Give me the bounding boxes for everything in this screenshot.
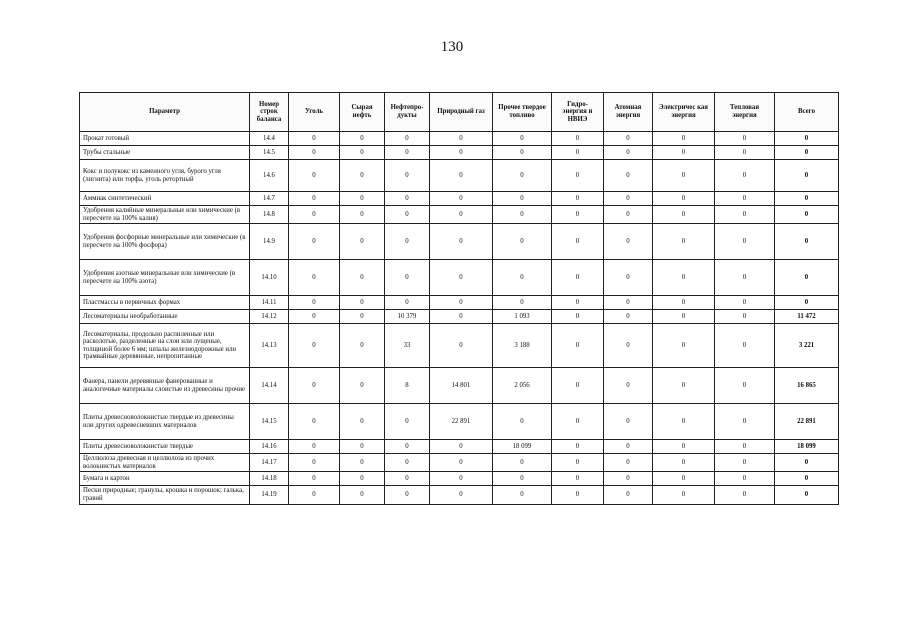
table-cell: 0 (340, 206, 385, 224)
table-cell: 0 (289, 324, 340, 368)
page-number: 130 (440, 39, 464, 55)
column-header: Всего (775, 93, 839, 132)
table-cell: 0 (604, 160, 653, 192)
column-header: Номер строк баланса (250, 93, 289, 132)
row-total: 16 865 (775, 368, 839, 404)
row-total: 0 (775, 206, 839, 224)
table-cell: 0 (340, 472, 385, 486)
table-cell: 0 (385, 206, 430, 224)
column-header: Нефтепро-дукты (385, 93, 430, 132)
table-cell: 0 (653, 404, 715, 440)
row-total: 22 891 (775, 404, 839, 440)
column-header: Атомная энергия (604, 93, 653, 132)
column-header: Уголь (289, 93, 340, 132)
table-cell: 0 (715, 192, 775, 206)
table-row (80, 206, 839, 224)
row-number: 14.18 (250, 472, 289, 486)
table-cell: 0 (430, 486, 493, 504)
row-number: 14.9 (250, 224, 289, 260)
table-cell: 0 (653, 132, 715, 146)
row-number: 14.12 (250, 310, 289, 324)
table-cell: 0 (430, 224, 493, 260)
table-cell: 0 (289, 368, 340, 404)
table-cell: 0 (552, 146, 604, 160)
table-cell: 18 099 (493, 440, 552, 454)
table-cell: 0 (493, 160, 552, 192)
row-parameter: Кокс и полукокс из каменного угля, бурого угля (лигнита) или торфа, уголь ретортный (80, 160, 250, 192)
table-cell: 0 (604, 440, 653, 454)
table-cell: 0 (340, 404, 385, 440)
row-number: 14.4 (250, 132, 289, 146)
table-cell: 0 (604, 224, 653, 260)
table-cell: 0 (289, 224, 340, 260)
table-row (80, 324, 839, 368)
row-parameter: Удобрения азотные минеральные или химические (в пересчете на 100% азота) (80, 260, 250, 296)
table-cell: 0 (289, 132, 340, 146)
table-cell: 0 (715, 296, 775, 310)
table-cell: 0 (430, 132, 493, 146)
table-cell: 14 801 (430, 368, 493, 404)
table-cell: 0 (385, 224, 430, 260)
row-parameter: Плиты древесноволокнистые твердые из древесины или других одревесневших материалов (80, 404, 250, 440)
row-parameter: Пески природные; гранулы, крошка и порошок; галька, гравий (80, 486, 250, 504)
row-total: 0 (775, 160, 839, 192)
table-cell: 0 (604, 454, 653, 472)
column-header: Электричес кая энергия (653, 93, 715, 132)
row-parameter: Удобрения фосфорные минеральные или химические (в пересчете на 100% фосфора) (80, 224, 250, 260)
table-cell: 0 (493, 224, 552, 260)
table-cell: 0 (653, 160, 715, 192)
row-total: 0 (775, 132, 839, 146)
row-number: 14.13 (250, 324, 289, 368)
table-cell: 0 (604, 404, 653, 440)
table-cell: 0 (340, 454, 385, 472)
table-cell: 0 (715, 160, 775, 192)
table-cell: 0 (715, 440, 775, 454)
table-cell: 0 (715, 404, 775, 440)
table-row (80, 260, 839, 296)
table-cell: 0 (385, 440, 430, 454)
table-cell: 0 (289, 454, 340, 472)
table-cell: 0 (493, 486, 552, 504)
table-cell: 0 (715, 260, 775, 296)
table-cell: 0 (552, 472, 604, 486)
column-header: Прочее твердое топливо (493, 93, 552, 132)
table-cell: 0 (604, 310, 653, 324)
table-cell: 0 (430, 454, 493, 472)
table-cell: 0 (653, 368, 715, 404)
table-cell: 0 (653, 472, 715, 486)
table-cell: 0 (289, 260, 340, 296)
table-cell: 0 (430, 206, 493, 224)
table-row (80, 146, 839, 160)
table-cell: 0 (715, 310, 775, 324)
table-cell: 0 (604, 192, 653, 206)
table-row (80, 368, 839, 404)
table-cell: 0 (715, 224, 775, 260)
row-total: 0 (775, 146, 839, 160)
table-cell: 0 (653, 310, 715, 324)
table-cell: 0 (552, 224, 604, 260)
table-row (80, 192, 839, 206)
row-total: 11 472 (775, 310, 839, 324)
table-cell: 0 (430, 324, 493, 368)
table-cell: 2 056 (493, 368, 552, 404)
table-cell: 0 (385, 472, 430, 486)
table-row (80, 310, 839, 324)
row-number: 14.11 (250, 296, 289, 310)
table-cell: 0 (340, 224, 385, 260)
table-cell: 0 (340, 440, 385, 454)
table-cell: 0 (385, 404, 430, 440)
table-cell: 0 (385, 486, 430, 504)
energy-balance-table (79, 92, 839, 505)
row-parameter: Аммиак синтетический (80, 192, 250, 206)
row-number: 14.8 (250, 206, 289, 224)
row-parameter: Целлюлоза древесная и целлюлоза из прочих волокнистых материалов (80, 454, 250, 472)
table-cell: 0 (289, 440, 340, 454)
table-cell: 0 (653, 486, 715, 504)
table-cell: 0 (340, 132, 385, 146)
table-cell: 0 (493, 296, 552, 310)
table-cell: 0 (604, 296, 653, 310)
table-cell: 0 (289, 310, 340, 324)
row-number: 14.16 (250, 440, 289, 454)
column-header: Гидро-энергия и НВИЭ (552, 93, 604, 132)
row-parameter: Прокат готовый (80, 132, 250, 146)
table-cell: 0 (430, 296, 493, 310)
table-cell: 0 (715, 486, 775, 504)
column-header: Параметр (80, 93, 250, 132)
table-row (80, 454, 839, 472)
header-row (80, 93, 839, 132)
table-cell: 0 (340, 324, 385, 368)
table-cell: 0 (289, 404, 340, 440)
table-cell: 0 (493, 206, 552, 224)
table-cell: 0 (385, 260, 430, 296)
row-total: 0 (775, 454, 839, 472)
table-row (80, 224, 839, 260)
table-row (80, 160, 839, 192)
table-cell: 0 (385, 454, 430, 472)
table-cell: 0 (385, 192, 430, 206)
table-cell: 0 (552, 368, 604, 404)
table-cell: 0 (715, 368, 775, 404)
table-cell: 0 (604, 132, 653, 146)
table-cell: 0 (385, 132, 430, 146)
row-parameter: Фанера, панели деревянные фанерованные и аналогичные материалы слоистые из древесины прочие (80, 368, 250, 404)
table-cell: 0 (552, 310, 604, 324)
table-cell: 0 (430, 146, 493, 160)
table-cell: 33 (385, 324, 430, 368)
table-cell: 0 (340, 486, 385, 504)
table-cell: 0 (385, 160, 430, 192)
table-cell: 0 (430, 160, 493, 192)
table-cell: 1 093 (493, 310, 552, 324)
table-row (80, 132, 839, 146)
row-number: 14.6 (250, 160, 289, 192)
row-total: 0 (775, 192, 839, 206)
table-cell: 22 891 (430, 404, 493, 440)
table-cell: 0 (552, 192, 604, 206)
table-cell: 0 (430, 192, 493, 206)
row-parameter: Лесоматериалы, продольно распиленные или расколотые, разделенные на слои или лущеные, толщиной более 6 мм; шпалы железнодорожные или трамвайные деревянные, непропитанные (80, 324, 250, 368)
row-parameter: Плиты древесноволокнистые твердые (80, 440, 250, 454)
table-cell: 0 (715, 324, 775, 368)
table-cell: 0 (289, 296, 340, 310)
table-cell: 0 (604, 472, 653, 486)
table-cell: 0 (493, 146, 552, 160)
table-cell: 0 (604, 146, 653, 160)
table-cell: 0 (604, 206, 653, 224)
table-cell: 0 (653, 192, 715, 206)
table-cell: 8 (385, 368, 430, 404)
table-cell: 0 (430, 310, 493, 324)
row-number: 14.15 (250, 404, 289, 440)
table-cell: 0 (653, 206, 715, 224)
table-cell: 0 (604, 486, 653, 504)
table-cell: 0 (653, 296, 715, 310)
table-cell: 0 (653, 260, 715, 296)
table-cell: 0 (552, 324, 604, 368)
table-cell: 0 (653, 454, 715, 472)
row-number: 14.14 (250, 368, 289, 404)
column-header: Сырая нефть (340, 93, 385, 132)
table-row (80, 486, 839, 504)
row-total: 0 (775, 486, 839, 504)
table-row (80, 440, 839, 454)
table-cell: 0 (552, 296, 604, 310)
table-cell: 0 (289, 160, 340, 192)
table-cell: 0 (430, 260, 493, 296)
table-cell: 0 (715, 454, 775, 472)
row-total: 0 (775, 296, 839, 310)
table-cell: 0 (493, 472, 552, 486)
table-cell: 0 (493, 260, 552, 296)
row-number: 14.5 (250, 146, 289, 160)
table-cell: 0 (340, 260, 385, 296)
table-cell: 0 (604, 260, 653, 296)
table-body (80, 132, 839, 505)
table-cell: 0 (552, 260, 604, 296)
table-cell: 0 (289, 206, 340, 224)
column-header: Природный газ (430, 93, 493, 132)
table-cell: 0 (653, 324, 715, 368)
table-cell: 0 (715, 132, 775, 146)
table-cell: 0 (653, 440, 715, 454)
table-cell: 0 (385, 146, 430, 160)
row-total: 0 (775, 224, 839, 260)
table-cell: 0 (289, 472, 340, 486)
row-parameter: Удобрения калийные минеральные или химические (в пересчете на 100% калия) (80, 206, 250, 224)
table-cell: 0 (552, 160, 604, 192)
table-row (80, 404, 839, 440)
table-cell: 10 379 (385, 310, 430, 324)
table-cell: 0 (430, 472, 493, 486)
table-cell: 0 (552, 454, 604, 472)
table-cell: 0 (604, 368, 653, 404)
table-cell: 0 (715, 206, 775, 224)
row-total: 0 (775, 260, 839, 296)
row-number: 14.17 (250, 454, 289, 472)
table-row (80, 472, 839, 486)
row-parameter: Бумага и картон (80, 472, 250, 486)
table-cell: 0 (653, 146, 715, 160)
row-total: 0 (775, 472, 839, 486)
table-cell: 0 (715, 472, 775, 486)
row-parameter: Пластмассы в первичных формах (80, 296, 250, 310)
row-number: 14.19 (250, 486, 289, 504)
table-cell: 0 (340, 146, 385, 160)
table-cell: 0 (552, 132, 604, 146)
table-cell: 0 (493, 132, 552, 146)
column-header: Тепловая энергия (715, 93, 775, 132)
row-total: 3 221 (775, 324, 839, 368)
row-number: 14.10 (250, 260, 289, 296)
table-cell: 0 (385, 296, 430, 310)
table-cell: 0 (289, 192, 340, 206)
table-cell: 0 (604, 324, 653, 368)
table-row (80, 296, 839, 310)
table-cell: 0 (340, 368, 385, 404)
table-cell: 0 (552, 486, 604, 504)
table-cell: 0 (340, 296, 385, 310)
table-cell: 0 (653, 224, 715, 260)
table-cell: 0 (552, 440, 604, 454)
row-parameter: Лесоматериалы необработанные (80, 310, 250, 324)
table-cell: 0 (340, 310, 385, 324)
table-cell: 0 (552, 206, 604, 224)
table-cell: 0 (715, 146, 775, 160)
table-cell: 0 (493, 192, 552, 206)
table-cell: 0 (430, 440, 493, 454)
table-cell: 3 188 (493, 324, 552, 368)
table-cell: 0 (493, 454, 552, 472)
row-total: 18 099 (775, 440, 839, 454)
row-parameter: Трубы стальные (80, 146, 250, 160)
table-cell: 0 (340, 192, 385, 206)
table-cell: 0 (289, 146, 340, 160)
row-number: 14.7 (250, 192, 289, 206)
table-cell: 0 (493, 404, 552, 440)
table-cell: 0 (340, 160, 385, 192)
table-cell: 0 (289, 486, 340, 504)
table-cell: 0 (552, 404, 604, 440)
